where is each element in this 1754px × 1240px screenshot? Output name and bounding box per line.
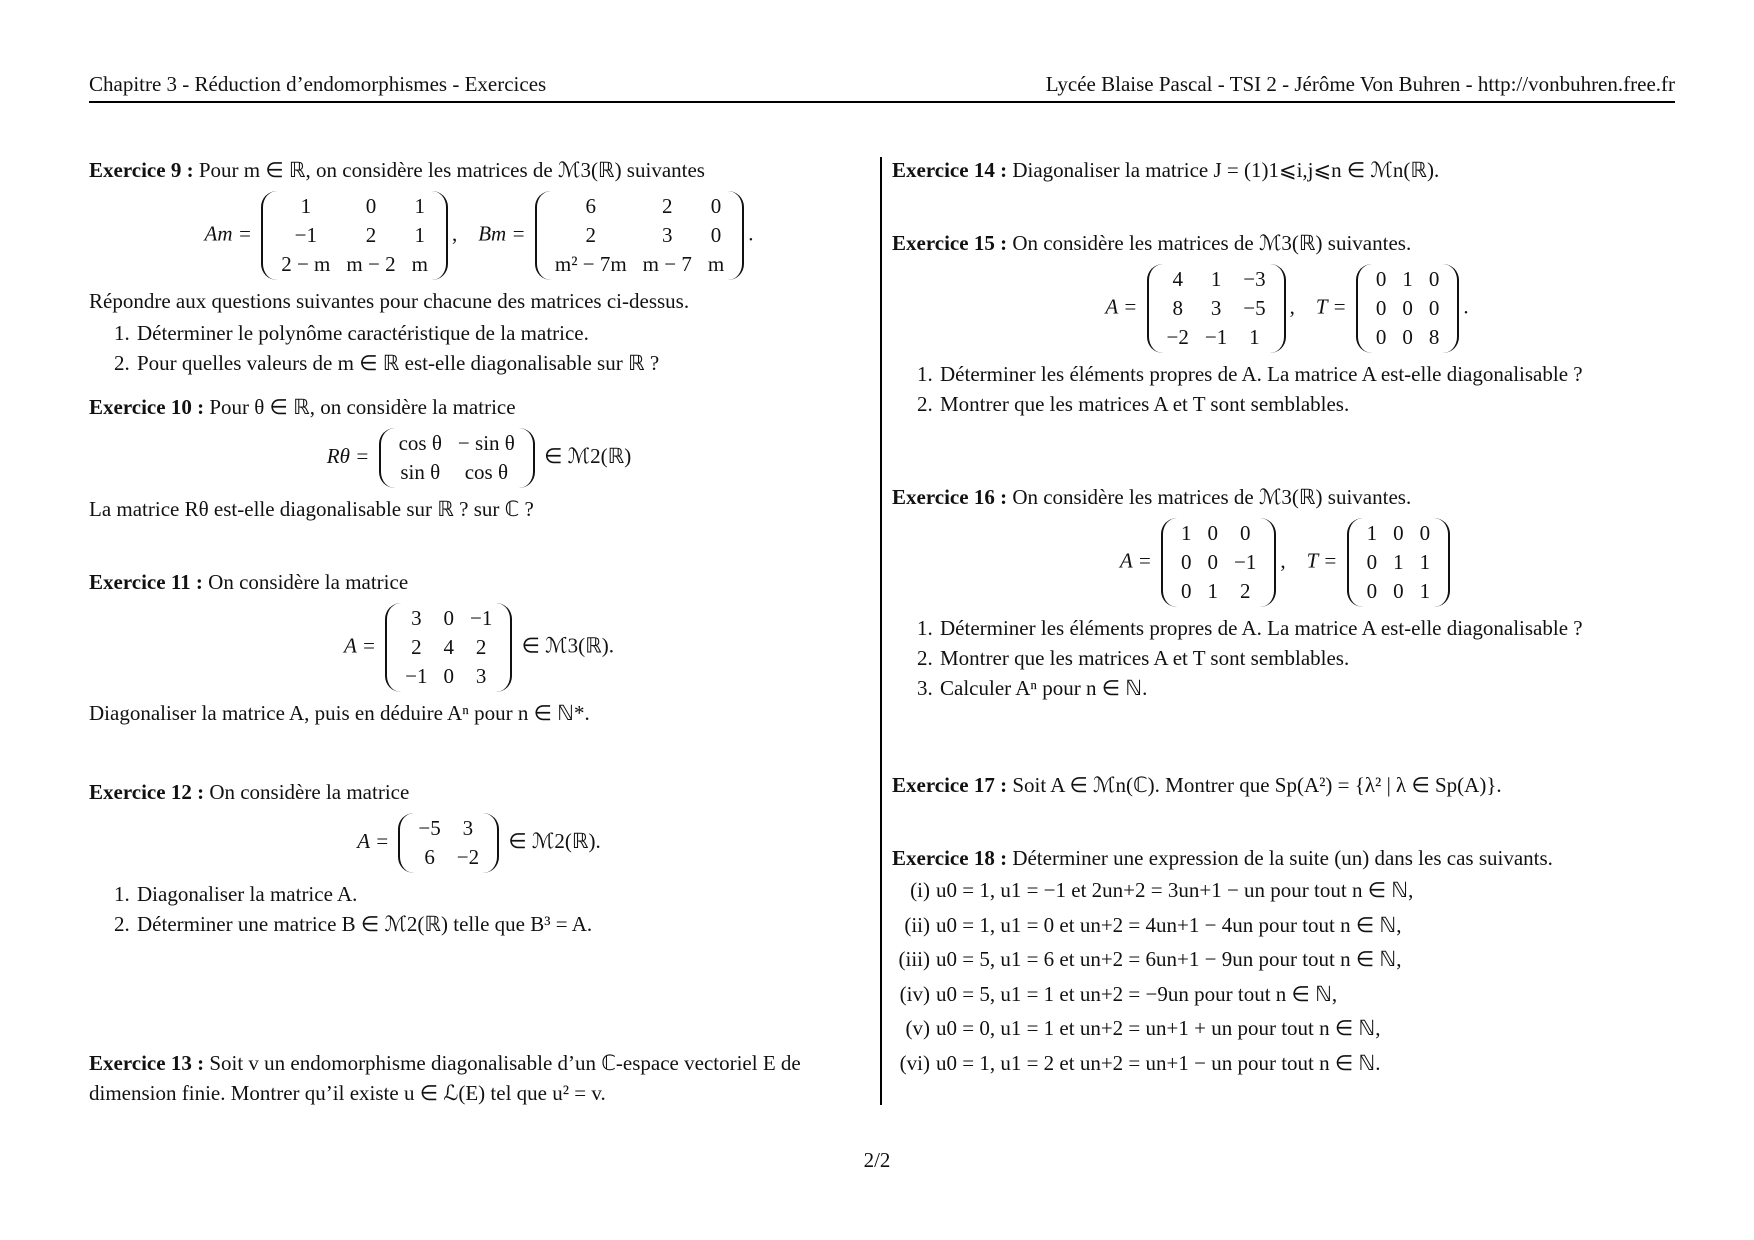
case-text: u0 = 5, u1 = 1 et un+2 = −9un pour tout n ∈ ℕ, <box>936 981 1338 1006</box>
exercise-10 <box>89 392 869 524</box>
matrix-label: Rθ = <box>326 443 370 468</box>
matrix-row <box>1368 323 1448 352</box>
matrix-cell: 0 <box>1181 550 1192 574</box>
matrix-row <box>547 250 732 279</box>
matrix-row <box>397 604 500 633</box>
question-list <box>89 879 869 939</box>
exercise-intro: On considère les matrices de ℳ3(ℝ) suivantes. <box>1012 485 1412 509</box>
question-item: 1. Déterminer les éléments propres de A. La matrice A est-elle diagonalisable ? <box>938 613 1682 643</box>
matrix-cell: 0 <box>1428 296 1440 320</box>
matrix-cell: 1 <box>1249 325 1260 349</box>
matrix-cell: 0 <box>1393 579 1404 603</box>
matrix-cell: 2 <box>585 223 597 247</box>
matrix-cell: m − 2 <box>346 252 396 276</box>
matrix-cell: 0 <box>710 223 722 247</box>
exercise-title: Exercice 16 : <box>892 485 1008 509</box>
matrix-cell: 0 <box>1375 267 1387 291</box>
matrix-label: Bm = <box>478 221 526 246</box>
exercise-text: Soit v un endomorphisme diagonalisable d’un ℂ-espace vectoriel E de dimension finie. Montrer qu’il existe u ∈ ℒ(E) tel que u² = v. <box>89 1051 801 1105</box>
matrix-cell: 1 <box>1366 521 1378 545</box>
matrix-cell: 0 <box>1366 550 1378 574</box>
matrix-row <box>1159 323 1274 352</box>
matrix-row <box>391 429 523 458</box>
exercise-title: Exercice 14 : <box>892 158 1008 182</box>
matrix-suffix: ∈ ℳ3(ℝ). <box>521 633 614 658</box>
matrix-row <box>547 221 732 250</box>
matrix-cell: 0 <box>1402 325 1413 349</box>
recurrence-case <box>892 942 1682 977</box>
matrix-cell: 0 <box>1207 550 1219 574</box>
page-number: 2/2 <box>863 1148 891 1172</box>
matrix-display: A = 4 1 −3 8 3 −5 −2 −1 1 , T = 0 1 0 0 0 0 0 0 8 . <box>892 264 1682 353</box>
matrix-cell: 0 <box>1239 521 1251 545</box>
matrix-cell: 0 <box>443 606 454 630</box>
exercise-15 <box>892 228 1682 419</box>
matrix-cell: 6 <box>585 194 597 218</box>
matrix-cell: 2 <box>1239 579 1251 603</box>
matrix-row <box>273 221 436 250</box>
matrix-cell: 2 <box>365 223 377 247</box>
matrix-display <box>89 813 869 873</box>
recurrence-case <box>892 873 1682 908</box>
exercise-intro: On considère les matrices de ℳ3(ℝ) suivantes. <box>1012 231 1412 255</box>
matrix-cell: −1 <box>1204 325 1228 349</box>
matrix-cell: 1 <box>300 194 312 218</box>
matrix-cell: 3 <box>1210 296 1222 320</box>
matrix-cell: −1 <box>1234 550 1257 574</box>
exercise-11 <box>89 567 869 728</box>
matrix-row <box>1359 548 1439 577</box>
matrix-cell: m <box>707 252 725 276</box>
case-label: (v) <box>905 1016 930 1040</box>
exercise-13 <box>89 1048 869 1108</box>
matrix-cell: 0 <box>1428 267 1440 291</box>
matrix-cell: 0 <box>1393 521 1404 545</box>
matrix-cell: −5 <box>1243 296 1266 320</box>
exercise-title: Exercice 10 : <box>89 395 205 419</box>
matrix-cell: −1 <box>470 606 493 630</box>
question-item: 2. Montrer que les matrices A et T sont semblables. <box>938 643 1682 673</box>
case-label: (i) <box>910 878 930 902</box>
matrix-row <box>273 250 436 279</box>
exercise-title: Exercice 12 : <box>89 780 205 804</box>
matrix-row <box>273 192 436 221</box>
matrix-cell: 8 <box>1172 296 1183 320</box>
matrix-label: A = <box>1119 548 1152 573</box>
matrix-cell: 0 <box>1207 521 1219 545</box>
matrix-row <box>410 843 487 872</box>
matrix-display <box>89 603 869 692</box>
case-label: (iii) <box>898 947 930 971</box>
matrix-cell: 1 <box>1181 521 1192 545</box>
recurrence-list <box>892 873 1682 1080</box>
matrix-a <box>385 603 512 692</box>
exercise-title: Exercice 15 : <box>892 231 1008 255</box>
matrix-cell: 0 <box>365 194 377 218</box>
matrix-cell: 0 <box>1375 296 1387 320</box>
exercise-title: Exercice 11 : <box>89 570 203 594</box>
matrix-a <box>1161 518 1276 607</box>
matrix-row <box>1173 519 1264 548</box>
exercise-text: La matrice Rθ est-elle diagonalisable sur ℝ ? sur ℂ ? <box>89 497 534 521</box>
question-item: 2. Pour quelles valeurs de m ∈ ℝ est-elle diagonalisable sur ℝ ? <box>135 348 869 378</box>
question-item: 2. Déterminer une matrice B ∈ ℳ2(ℝ) telle que B³ = A. <box>135 909 869 939</box>
matrix-label: Am = <box>204 221 252 246</box>
matrix-row <box>547 192 732 221</box>
exercise-intro: Déterminer une expression de la suite (un) dans les cas suivants. <box>1012 846 1553 870</box>
matrix-cell: 3 <box>475 664 487 688</box>
matrix-cell: 1 <box>1393 550 1404 574</box>
exercise-title: Exercice 13 : <box>89 1051 205 1075</box>
matrix-cell: 3 <box>411 606 422 630</box>
case-label: (iv) <box>899 981 930 1006</box>
matrix-row <box>1368 294 1448 323</box>
matrix-row <box>1173 548 1264 577</box>
matrix-cell: 0 <box>1181 579 1192 603</box>
exercise-title: Exercice 18 : <box>892 846 1008 870</box>
matrix-bm <box>535 191 744 280</box>
matrix-row <box>397 662 500 691</box>
matrix-cell: −3 <box>1243 267 1266 291</box>
case-label: (ii) <box>904 912 930 937</box>
question-list <box>892 359 1682 419</box>
matrix-cell: 2 <box>411 635 422 659</box>
matrix-cell: 0 <box>443 664 454 688</box>
matrix-cell: 1 <box>1402 267 1413 291</box>
question-item: 1. Déterminer les éléments propres de A. La matrice A est-elle diagonalisable ? <box>938 359 1682 389</box>
case-text: u0 = 1, u1 = 0 et un+2 = 4un+1 − 4un pour tout n ∈ ℕ, <box>936 912 1402 937</box>
matrix-a <box>1147 264 1286 353</box>
matrix-cell: 2 <box>662 194 673 218</box>
matrix-suffix: ∈ ℳ2(ℝ). <box>508 828 601 853</box>
matrix-t <box>1356 264 1460 353</box>
header-chapter-title: Chapitre 3 - Réduction d’endomorphismes - Exercices <box>89 72 547 96</box>
matrix-cell: 4 <box>1172 267 1183 291</box>
header-rule <box>89 101 1675 103</box>
matrix-display: Am = 1 0 1 −1 2 1 2 − m m − 2 m , Bm = 6 2 0 2 3 0 m² − 7m m − 7 m . <box>89 191 869 280</box>
matrix-cell: 3 <box>662 223 673 247</box>
matrix-cell: −1 <box>294 223 317 247</box>
matrix-row <box>1159 265 1274 294</box>
matrix-label: A = <box>1105 294 1138 319</box>
question-item: 1. Diagonaliser la matrice A. <box>135 879 869 909</box>
matrix-cell: 1 <box>414 223 426 247</box>
matrix-cell: 3 <box>462 816 474 840</box>
exercise-16 <box>892 482 1682 703</box>
matrix-cell: 0 <box>1419 521 1431 545</box>
matrix-cell: m <box>411 252 428 276</box>
matrix-cell: 0 <box>1402 296 1413 320</box>
exercise-17 <box>892 770 1682 800</box>
matrix-cell: cos θ <box>464 460 509 484</box>
matrix-cell: 0 <box>1366 579 1378 603</box>
matrix-row <box>1359 577 1439 606</box>
header-school-info: Lycée Blaise Pascal - TSI 2 - Jérôme Von Buhren - http://vonbuhren.free.fr <box>1045 72 1675 96</box>
matrix-row <box>1359 519 1439 548</box>
exercise-text: Soit A ∈ ℳn(ℂ). Montrer que Sp(A²) = {λ² | λ ∈ Sp(A)}. <box>1012 773 1502 797</box>
case-text: u0 = 5, u1 = 6 et un+2 = 6un+1 − 9un pour tout n ∈ ℕ, <box>936 947 1402 971</box>
matrix-cell: 4 <box>443 635 454 659</box>
matrix-row <box>391 458 523 487</box>
recurrence-case <box>892 908 1682 943</box>
matrix-cell: cos θ <box>398 431 442 455</box>
exercise-intro: Pour θ ∈ ℝ, on considère la matrice <box>209 395 516 419</box>
matrix-cell: 1 <box>1419 550 1431 574</box>
matrix-label: A = <box>357 828 390 853</box>
matrix-cell: 2 <box>475 635 487 659</box>
exercise-title: Exercice 17 : <box>892 773 1008 797</box>
question-item: 2. Montrer que les matrices A et T sont semblables. <box>938 389 1682 419</box>
question-list <box>892 613 1682 703</box>
matrix-row <box>1173 577 1264 606</box>
exercise-18 <box>892 843 1682 1080</box>
exercise-intro: On considère la matrice <box>208 570 409 594</box>
exercise-9 <box>89 155 869 378</box>
matrix-cell: m² − 7m <box>554 252 627 276</box>
matrix-label: T = <box>1306 548 1338 573</box>
recurrence-case <box>892 977 1682 1012</box>
case-text: u0 = 1, u1 = 2 et un+2 = un+1 − un pour tout n ∈ ℕ. <box>936 1050 1381 1075</box>
question-list <box>89 318 869 378</box>
matrix-cell: 8 <box>1428 325 1440 349</box>
recurrence-case <box>892 1046 1682 1081</box>
matrix-row <box>1368 265 1448 294</box>
matrix-cell: −1 <box>405 664 428 688</box>
matrix-r-theta <box>379 428 535 488</box>
matrix-suffix: ∈ ℳ2(ℝ) <box>544 443 632 468</box>
matrix-label: T = <box>1315 294 1347 319</box>
matrix-cell: −2 <box>1166 325 1189 349</box>
matrix-row <box>410 814 487 843</box>
case-text: u0 = 0, u1 = 1 et un+2 = un+1 + un pour tout n ∈ ℕ, <box>936 1016 1381 1040</box>
matrix-row <box>397 633 500 662</box>
question-item: 1. Déterminer le polynôme caractéristique de la matrice. <box>135 318 869 348</box>
matrix-cell: 1 <box>1210 267 1222 291</box>
matrix-a <box>398 813 499 873</box>
matrix-cell: 0 <box>710 194 722 218</box>
matrix-cell: sin θ <box>400 460 441 484</box>
exercise-intro: On considère la matrice <box>209 780 410 804</box>
matrix-am <box>261 191 448 280</box>
exercise-14 <box>892 155 1682 185</box>
matrix-display <box>89 428 869 488</box>
matrix-cell: −2 <box>456 845 480 869</box>
matrix-row <box>1159 294 1274 323</box>
exercise-title: Exercice 9 : <box>89 158 194 182</box>
exercise-text: Diagonaliser la matrice A, puis en déduire Aⁿ pour n ∈ ℕ*. <box>89 701 590 725</box>
matrix-cell: 1 <box>1207 579 1219 603</box>
matrix-cell: 0 <box>1375 325 1387 349</box>
recurrence-case <box>892 1011 1682 1046</box>
case-text: u0 = 1, u1 = −1 et 2un+2 = 3un+1 − un pour tout n ∈ ℕ, <box>936 878 1414 902</box>
exercise-12 <box>89 777 869 939</box>
matrix-cell: − sin θ <box>457 431 515 455</box>
matrix-label: A = <box>344 633 376 658</box>
question-item: 3. Calculer Aⁿ pour n ∈ ℕ. <box>938 673 1682 703</box>
matrix-cell: 1 <box>414 194 426 218</box>
matrix-cell: m − 7 <box>642 252 692 276</box>
matrix-cell: −5 <box>418 816 441 840</box>
exercise-text: Diagonaliser la matrice J = (1)1⩽i,j⩽n ∈ ℳn(ℝ). <box>1012 158 1440 182</box>
exercise-text: Répondre aux questions suivantes pour chacune des matrices ci-dessus. <box>89 289 690 313</box>
column-divider <box>880 157 882 1105</box>
matrix-t <box>1347 518 1451 607</box>
matrix-cell: 6 <box>424 845 435 869</box>
matrix-display: A = 1 0 0 0 0 −1 0 1 2 , T = 1 0 0 0 1 1 0 0 1 <box>892 518 1682 607</box>
matrix-cell: 2 − m <box>281 252 331 276</box>
matrix-cell: 1 <box>1419 579 1431 603</box>
exercise-intro: Pour m ∈ ℝ, on considère les matrices de ℳ3(ℝ) suivantes <box>198 158 705 182</box>
case-label: (vi) <box>899 1050 930 1075</box>
